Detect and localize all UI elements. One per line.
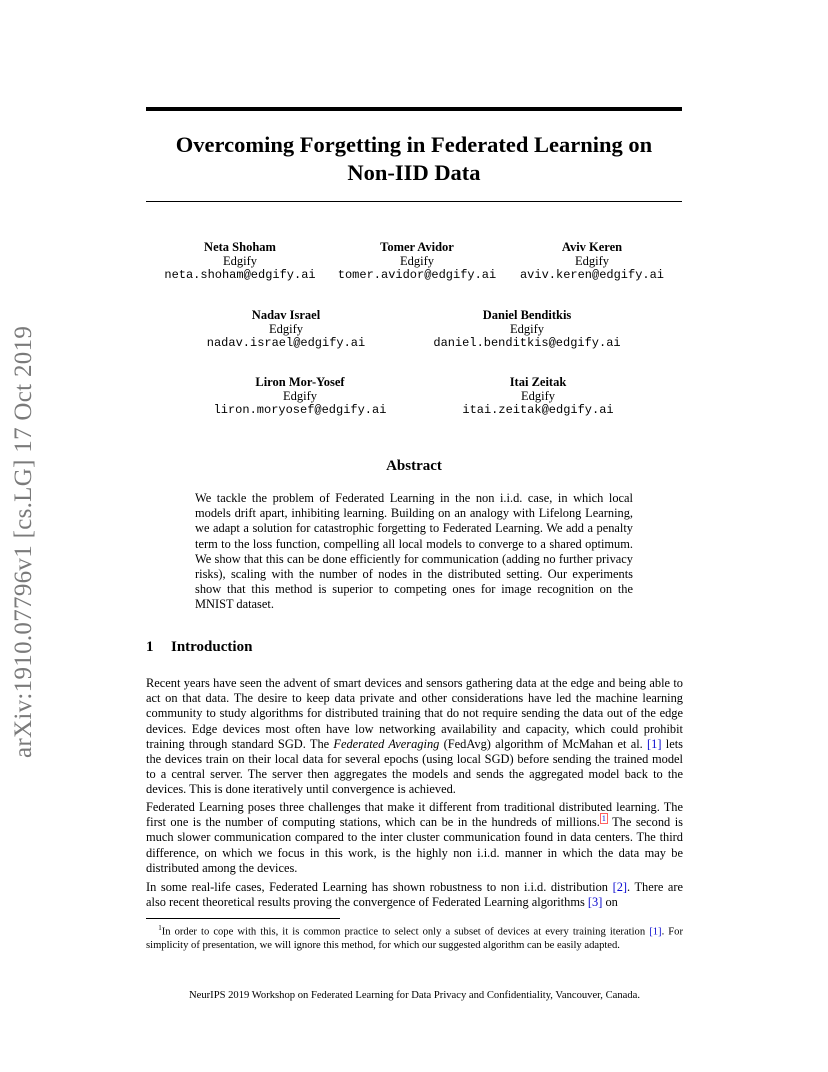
author-email: nadav.israel@edgify.ai (206, 336, 366, 350)
arxiv-stamp-area (8, 290, 52, 760)
author-affiliation: Edgify (268, 322, 304, 336)
title-top-rule (146, 107, 682, 111)
author-email: neta.shoham@edgify.ai (164, 268, 316, 282)
author-block (200, 375, 400, 417)
intro-paragraph-2 (146, 800, 683, 876)
citation-link[interactable]: [3] (587, 895, 603, 910)
text-run: In some real-life cases, Federated Learning has shown robustness to non i.i.d. distribution (146, 880, 613, 894)
author-block (186, 308, 386, 350)
author-name: Daniel Benditkis (482, 308, 572, 322)
text-run: . There are also recent theoretical results proving the convergence of Federated Learning algorithms (146, 880, 684, 910)
author-name: Neta Shoham (204, 240, 276, 254)
text-run: Federated Learning poses three challenges that make it different from traditional distributed learning. The first one is the number of computing stations, which can be in the hundreds of millions. (146, 800, 683, 830)
author-affiliation: Edgify (509, 322, 545, 336)
title-bottom-rule (146, 201, 682, 202)
author-email: itai.zeitak@edgify.ai (462, 403, 614, 417)
section-title: Introduction (171, 639, 253, 655)
italic-term: Federated Averaging (333, 736, 440, 751)
venue-footer: NeurIPS 2019 Workshop on Federated Learning for Data Privacy and Confidentiality, Vancouver, Canada. (189, 990, 640, 1001)
author-block (502, 240, 682, 282)
author-block (438, 375, 638, 417)
author-block (417, 308, 637, 350)
abstract-text: We tackle the problem of Federated Learning in the non i.i.d. case, in which local models drift apart, inhibiting learning. Building on an analogy with Lifelong Learning, we adapt a solution for catastrophic forgetting to Federated Learning. We add a penalty term to the loss function, compelling all local models to converge to a shared optimum. We show that this can be done efficiently for communication (adding no further privacy risks), scaling with the number of nodes in the distributed setting. Our experiments show that this method is superior to competing ones for image recognition on the MNIST dataset. (195, 491, 633, 612)
text-run: . For simplicity of presentation, we will ignore this method, for which our suggested algorithm can be easily adapted. (146, 926, 683, 951)
author-name: Nadav Israel (251, 308, 321, 322)
footnote (146, 922, 683, 952)
text-run: Recent years have seen the advent of smart devices and sensors gathering data at the edge and being able to act on that data. The desire to keep data private and other considerations have led the machine learning community to study algorithms for distributed training that do not require sending the data out of the edge devices. Edge devices most often have low networking availability and capacity, which could prohibit training through standard SGD. The (146, 676, 683, 751)
author-affiliation: Edgify (520, 389, 556, 403)
abstract-heading: Abstract (386, 458, 442, 474)
author-block (150, 240, 330, 282)
section-heading (146, 639, 252, 656)
author-name: Liron Mor-Yosef (255, 375, 345, 389)
author-block (327, 240, 507, 282)
citation-link[interactable]: [1] (649, 926, 662, 938)
author-affiliation: Edgify (282, 389, 318, 403)
author-name: Itai Zeitak (509, 375, 567, 389)
footnote-rule (146, 918, 340, 919)
paper-title (146, 131, 682, 187)
author-email: aviv.keren@edgify.ai (519, 268, 665, 282)
author-affiliation: Edgify (399, 254, 435, 268)
citation-link[interactable]: [2] (612, 880, 628, 894)
author-name: Tomer Avidor (380, 240, 454, 254)
author-affiliation: Edgify (222, 254, 258, 268)
author-email: tomer.avidor@edgify.ai (337, 268, 497, 282)
footnote-link[interactable]: 1 (601, 814, 606, 824)
author-email: liron.moryosef@edgify.ai (213, 403, 387, 417)
text-run: (FedAvg) algorithm of McMahan et al. (439, 736, 648, 751)
author-affiliation: Edgify (574, 254, 610, 268)
footnote-mark: 1 (158, 924, 162, 932)
text-run: lets the devices train on their local data for several epochs (using local SGD) before sending the trained model to a central server. The server then aggregates the models and sends the aggregated model back to the devices. This is done iteratively until convergence is achieved. (146, 736, 683, 797)
author-name: Aviv Keren (561, 240, 623, 254)
text-run: In order to cope with this, it is common practice to select only a subset of devices at every training iteration (161, 926, 650, 938)
intro-paragraph-1 (146, 676, 683, 798)
arxiv-identifier: arXiv:1910.07796v1 [cs.LG] 17 Oct 2019 (10, 325, 37, 758)
section-number: 1 (146, 639, 154, 655)
title-line-1: Overcoming Forgetting in Federated Learning on (175, 132, 653, 157)
author-email: daniel.benditkis@edgify.ai (433, 336, 621, 350)
title-line-2: Non-IID Data (347, 160, 481, 185)
text-run: on (602, 895, 618, 910)
citation-link[interactable]: [1] (647, 736, 662, 751)
intro-paragraph-3 (146, 880, 683, 910)
text-run: The second is much slower communication compared to the inter cluster communication found in data centers. The third difference, on which we focus in this work, is the highly non i.i.d. manner in which the data may be distributed among the devices. (146, 815, 683, 875)
